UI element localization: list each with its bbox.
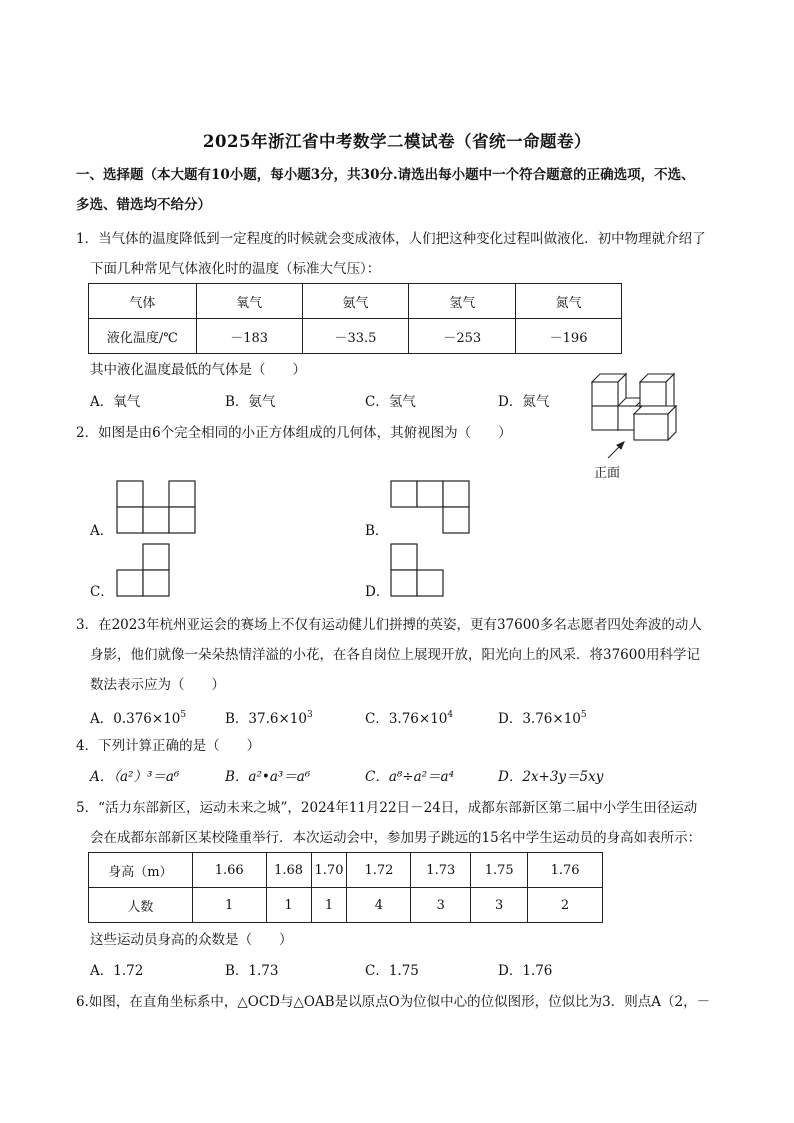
q5-cell: 3: [411, 888, 471, 923]
q3-option-b[interactable]: [225, 706, 313, 728]
q5-option-d[interactable]: D．1.76: [498, 963, 553, 979]
q1-table-header-row: [89, 284, 622, 319]
q2-line1: 2．如图是由6个完全相同的小正方体组成的几何体，其俯视图为（ ）: [76, 425, 512, 441]
q5-header-cell: 1.76: [528, 853, 603, 888]
q5-header-cell: 身高（m）: [89, 853, 193, 888]
q1-header-cell: 氢气: [409, 284, 516, 319]
option-c-figure: [116, 543, 172, 599]
section-heading-line2: 多选、错选均不给分）: [76, 197, 211, 213]
q5-table: [88, 852, 603, 923]
q5-cell: 2: [528, 888, 603, 923]
q1-line1: 1．当气体的温度降低到一定程度的时候就会变成液体，人们把这种变化过程叫做液化．初中物理就介绍了: [76, 231, 706, 247]
q3-option-a-text: A．0.376×10: [90, 711, 181, 727]
q5-table-row: [89, 888, 603, 923]
q3-option-a-exp: 5: [180, 710, 187, 720]
q1-header-cell: 氨气: [302, 284, 409, 319]
q1-option-a[interactable]: A．氧气: [90, 394, 141, 410]
q1-question: 其中液化温度最低的气体是（ ）: [90, 362, 306, 378]
q5-cell: 4: [347, 888, 411, 923]
q5-header-cell: 1.73: [411, 853, 471, 888]
q1-header-cell: 气体: [89, 284, 197, 319]
section-heading-line1: 一、选择题（本大题有10小题，每小题3分，共30分.请选出每小题中一个符合题意的正确选项，不选、: [76, 167, 695, 183]
q2-option-d[interactable]: D．: [365, 584, 390, 600]
q3-line2: 身影，他们就像一朵朵热情洋溢的小花，在各自岗位上展现开放，阳光向上的风采．将37600用科学记: [90, 647, 700, 663]
q3-option-a[interactable]: [90, 706, 186, 728]
q4-option-c[interactable]: C．a⁸÷a²＝a⁴: [365, 769, 455, 785]
q1-cell: －196: [516, 319, 622, 354]
q4-option-b[interactable]: B．a²•a³＝a⁶: [225, 769, 311, 785]
q5-cell: 3: [471, 888, 528, 923]
q3-option-c-text: C．3.76×10: [365, 711, 448, 727]
q3-line1: 3．在2023年杭州亚运会的赛场上不仅有运动健儿们拼搏的英姿，更有37600多名志愿者四处奔波的动人: [76, 617, 702, 633]
q4-option-d[interactable]: D．2x+3y＝5xy: [498, 769, 604, 785]
front-view-label: 正面: [594, 466, 621, 481]
q3-option-d-exp: 5: [580, 710, 587, 720]
q5-header-cell: 1.72: [347, 853, 411, 888]
q3-option-b-exp: 3: [306, 710, 313, 720]
q5-option-b[interactable]: B．1.73: [225, 963, 279, 979]
q1-option-b[interactable]: B．氨气: [225, 394, 276, 410]
q1-cell: －33.5: [302, 319, 409, 354]
q4-option-a[interactable]: A．（a²）³＝a⁶: [90, 769, 180, 785]
q1-header-cell: 氮气: [516, 284, 622, 319]
q5-header-cell: 1.70: [311, 853, 347, 888]
q3-option-c[interactable]: [365, 706, 453, 728]
q1-line2: 下面几种常见气体液化时的温度（标准大气压）：: [90, 261, 381, 277]
option-d-figure: [390, 543, 446, 599]
q3-option-d-text: D．3.76×10: [498, 711, 581, 727]
q5-header-cell: 1.68: [266, 853, 311, 888]
q1-option-d[interactable]: D．氮气: [498, 394, 550, 410]
q5-option-a[interactable]: A．1.72: [90, 963, 144, 979]
q5-cell: 1: [192, 888, 266, 923]
page-title: 2025年浙江省中考数学二模试卷（省统一命题卷）: [203, 132, 591, 151]
option-a-figure: [116, 480, 198, 536]
q5-header-cell: 1.66: [192, 853, 266, 888]
q1-cell: －183: [196, 319, 302, 354]
q5-table-header-row: [89, 853, 603, 888]
q5-option-c[interactable]: C．1.75: [365, 963, 419, 979]
q3-option-b-text: B．37.6×10: [225, 711, 307, 727]
q3-line3: 数法表示应为（ ）: [90, 677, 225, 693]
q4-line1: 4．下列计算正确的是（ ）: [76, 738, 261, 754]
q3-option-c-exp: 4: [447, 710, 454, 720]
q5-line1: 5．“活力东部新区，运动未来之城”，2024年11月22日－24日，成都东部新区第二届中小学生田径运动: [76, 800, 698, 816]
q1-cell: －253: [409, 319, 516, 354]
q2-option-a[interactable]: A．: [90, 523, 114, 539]
q1-option-c[interactable]: C．氢气: [365, 394, 416, 410]
q1-cell: 液化温度/℃: [89, 319, 197, 354]
arrow-icon: [608, 442, 624, 458]
q5-cell: 人数: [89, 888, 193, 923]
q5-header-cell: 1.75: [471, 853, 528, 888]
q1-table-row: [89, 319, 622, 354]
q5-cell: 1: [311, 888, 347, 923]
q2-option-b[interactable]: B．: [365, 523, 389, 539]
option-b-figure: [390, 480, 472, 536]
q5-cell: 1: [266, 888, 311, 923]
q2-option-c[interactable]: C．: [90, 584, 114, 600]
q1-header-cell: 氧气: [196, 284, 302, 319]
q5-line2: 会在成都东部新区某校隆重举行．本次运动会中，参加男子跳远的15名中学生运动员的身高如表所示：: [90, 830, 702, 846]
q6-line1: 6.如图，在直角坐标系中，△OCD与△OAB是以原点O为位似中心的位似图形，位似比为3．则点A（2，－: [76, 994, 711, 1010]
q3-option-d[interactable]: [498, 706, 587, 728]
q1-table: [88, 283, 622, 354]
q5-question: 这些运动员身高的众数是（ ）: [90, 932, 293, 948]
